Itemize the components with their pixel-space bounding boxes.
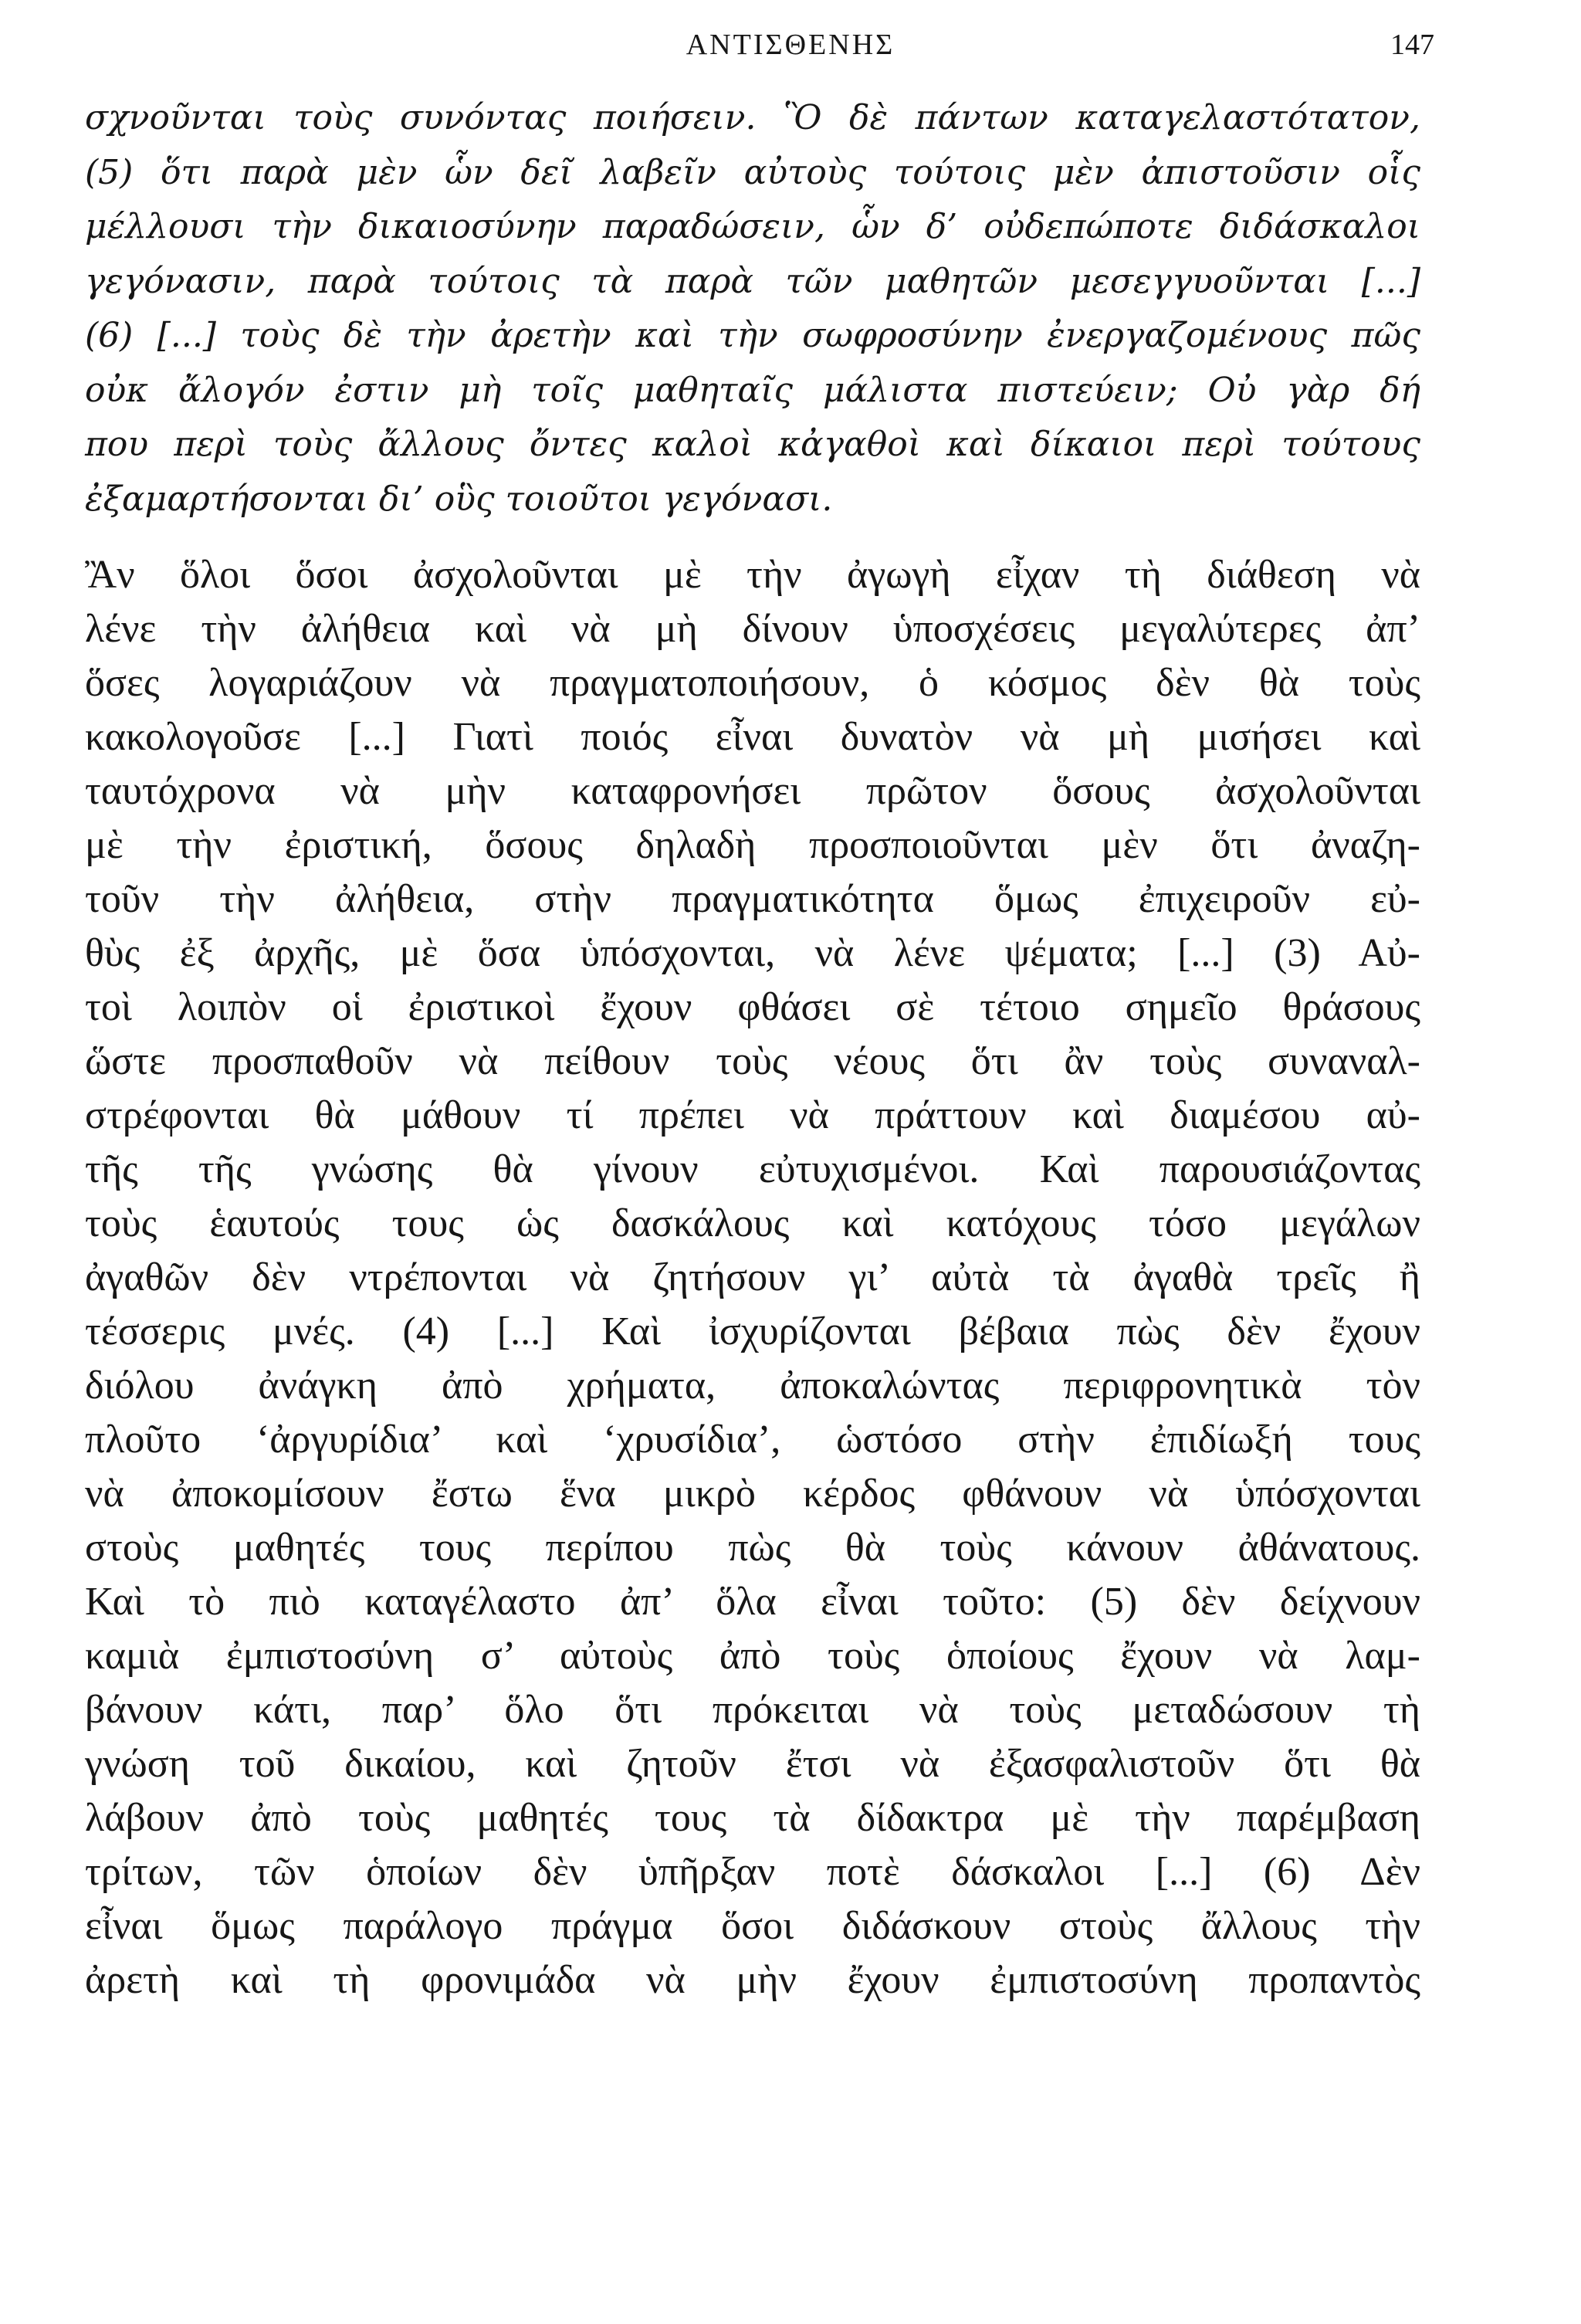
- translation-line: λένε τὴν ἀλήθεια καὶ νὰ μὴ δίνουν ὑποσχέσεις μεγαλύτερες ἀπ’: [85, 607, 1420, 651]
- quote-line: που περὶ τοὺς ἄλλους ὄντες καλοὶ κἀγαθοὶ καὶ δίκαιοι περὶ τούτους: [85, 425, 1420, 464]
- translation-line: λάβουν ἀπὸ τοὺς μαθητές τους τὰ δίδακτρα μὲ τὴν παρέμβαση: [85, 1796, 1420, 1840]
- translation-line: ταυτόχρονα νὰ μὴν καταφρονήσει πρῶτον ὅσους ἀσχολοῦνται: [85, 769, 1420, 813]
- translation-line: κακολογοῦσε [...] Γιατὶ ποιός εἶναι δυνατὸν νὰ μὴ μισήσει καὶ: [85, 715, 1420, 759]
- translation-line: Καὶ τὸ πιὸ καταγέλαστο ἀπ’ ὅλα εἶναι τοῦτο: (5) δὲν δείχνουν: [85, 1580, 1420, 1624]
- translation-line: πλοῦτο ‘ἀργυρίδια’ καὶ ‘χρυσίδια’, ὡστόσο στὴν ἐπιδίωξή τους: [85, 1418, 1420, 1462]
- quote-line: ἐξαμαρτήσονται δι’ οὓς τοιοῦτοι γεγόνασι.: [85, 479, 833, 519]
- translation-line: ὥστε προσπαθοῦν νὰ πείθουν τοὺς νέους ὅτι ἂν τοὺς συναναλ-: [85, 1039, 1420, 1083]
- translation-line: Ἂν ὅλοι ὅσοι ἀσχολοῦνται μὲ τὴν ἀγωγὴ εἶχαν τὴ διάθεση νὰ: [85, 553, 1420, 597]
- translation-line: τοὺς ἑαυτούς τους ὡς δασκάλους καὶ κατόχους τόσο μεγάλων: [85, 1201, 1420, 1245]
- translation-line: γνώση τοῦ δικαίου, καὶ ζητοῦν ἔτσι νὰ ἐξασφαλιστοῦν ὅτι θὰ: [85, 1742, 1420, 1786]
- translation-line: τῆς τῆς γνώσης θὰ γίνουν εὐτυχισμένοι. Καὶ παρουσιάζοντας: [85, 1147, 1420, 1191]
- page-number: 147: [1390, 29, 1434, 61]
- translation-line: στοὺς μαθητές τους περίπου πὼς θὰ τοὺς κάνουν ἀθάνατους.: [85, 1526, 1420, 1570]
- running-head: [0, 22, 1581, 68]
- translation-line: στρέφονται θὰ μάθουν τί πρέπει νὰ πράττουν καὶ διαμέσου αὐ-: [85, 1093, 1420, 1137]
- translation-paragraph: [85, 548, 1420, 2007]
- translation-line: νὰ ἀποκομίσουν ἔστω ἕνα μικρὸ κέρδος φθάνουν νὰ ὑπόσχονται: [85, 1472, 1420, 1516]
- translation-line: βάνουν κάτι, παρ’ ὅλο ὅτι πρόκειται νὰ τοὺς μεταδώσουν τὴ: [85, 1688, 1420, 1732]
- translation-line: διόλου ἀνάγκη ἀπὸ χρήματα, ἀποκαλώντας περιφρονητικὰ τὸν: [85, 1364, 1420, 1408]
- translation-line: ἀγαθῶν δὲν ντρέπονται νὰ ζητήσουν γι’ αὐτὰ τὰ ἀγαθὰ τρεῖς ἢ: [85, 1255, 1420, 1299]
- translation-line: εἶναι ὅμως παράλογο πράγμα ὅσοι διδάσκουν στοὺς ἄλλους τὴν: [85, 1904, 1420, 1948]
- translation-line: τοῦν τὴν ἀλήθεια, στὴν πραγματικότητα ὅμως ἐπιχειροῦν εὐ-: [85, 877, 1420, 921]
- translation-line: μὲ τὴν ἐριστική, ὅσους δηλαδὴ προσποιοῦνται μὲν ὅτι ἀναζη-: [85, 823, 1420, 867]
- translation-line: τρίτων, τῶν ὁποίων δὲν ὑπῆρξαν ποτὲ δάσκαλοι [...] (6) Δὲν: [85, 1850, 1420, 1894]
- quote-line: (5) ὅτι παρὰ μὲν ὧν δεῖ λαβεῖν αὐτοὺς τούτοις μὲν ἀπιστοῦσιν οἷς: [85, 152, 1420, 192]
- translation-line: θὺς ἐξ ἀρχῆς, μὲ ὅσα ὑπόσχονται, νὰ λένε ψέματα; [...] (3) Αὐ-: [85, 931, 1420, 975]
- quote-line: (6) [...] τοὺς δὲ τὴν ἀρετὴν καὶ τὴν σωφροσύνην ἐνεργαζομένους πῶς: [85, 316, 1420, 355]
- quote-line: μέλλουσι τὴν δικαιοσύνην παραδώσειν, ὧν δ’ οὐδεπώποτε διδάσκαλοι: [85, 207, 1420, 246]
- quote-line: γεγόνασιν, παρὰ τούτοις τὰ παρὰ τῶν μαθητῶν μεσεγγυοῦνται [...]: [85, 261, 1420, 301]
- quote-line: οὐκ ἄλογόν ἐστιν μὴ τοῖς μαθηταῖς μάλιστα πιστεύειν; Οὐ γὰρ δή: [85, 370, 1420, 410]
- translation-line: τέσσερις μνές. (4) [...] Καὶ ἰσχυρίζονται βέβαια πὼς δὲν ἔχουν: [85, 1309, 1420, 1353]
- quote-line: σχνοῦνται τοὺς συνόντας ποιήσειν. Ὃ δὲ πάντων καταγελαστότατον,: [85, 98, 1420, 137]
- translation-line: τοὶ λοιπὸν οἱ ἐριστικοὶ ἔχουν φθάσει σὲ τέτοιο σημεῖο θράσους: [85, 985, 1420, 1029]
- running-title: ΑΝΤΙΣΘΕΝΗΣ: [686, 29, 895, 61]
- greek-quote-block: [85, 91, 1420, 527]
- translation-line: καμιὰ ἐμπιστοσύνη σ’ αὐτοὺς ἀπὸ τοὺς ὁποίους ἔχουν νὰ λαμ-: [85, 1634, 1420, 1678]
- translation-line: ἀρετὴ καὶ τὴ φρονιμάδα νὰ μὴν ἔχουν ἐμπιστοσύνη προπαντὸς: [85, 1958, 1420, 2002]
- translation-line: ὅσες λογαριάζουν νὰ πραγματοποιήσουν, ὁ κόσμος δὲν θὰ τοὺς: [85, 661, 1420, 705]
